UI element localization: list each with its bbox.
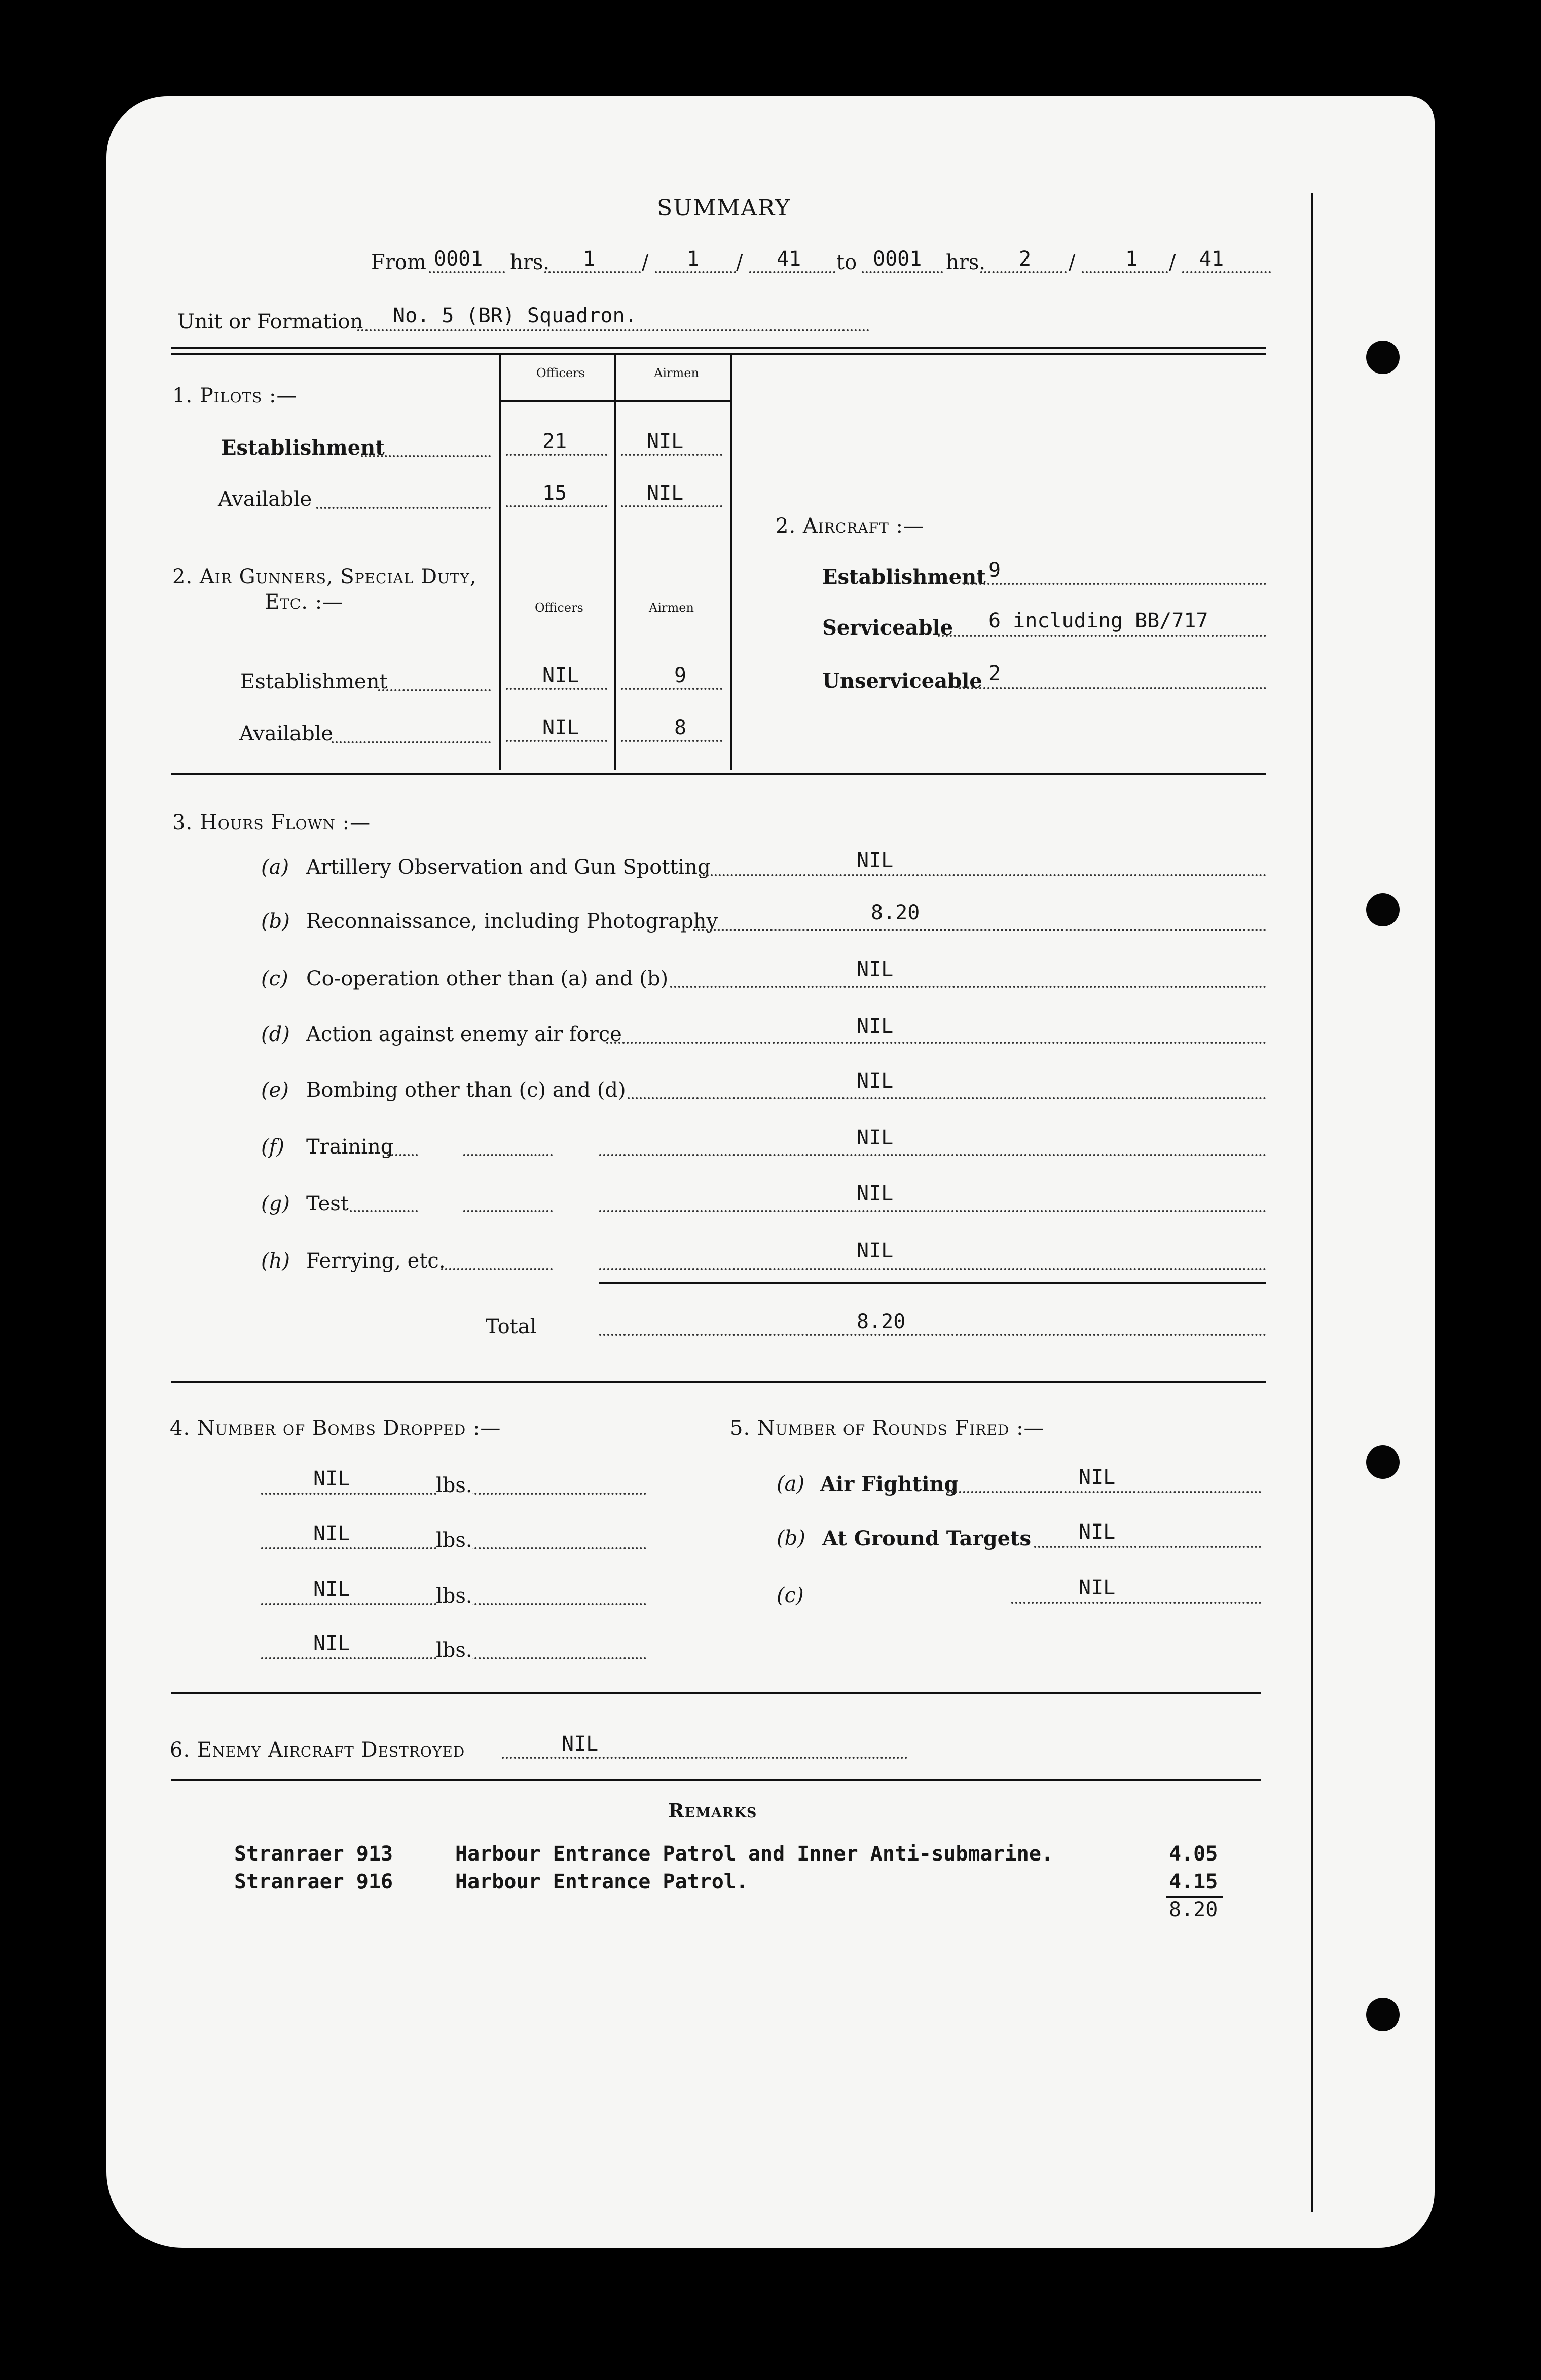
hours-g-value: NIL [857,1182,894,1205]
gunners-establishment-airmen: 9 [674,664,687,687]
enemy-aircraft-label: 6. Enemy Aircraft Destroyed [170,1738,465,1762]
rounds-b-value: NIL [1079,1520,1116,1544]
rounds-c-value: NIL [1079,1576,1116,1600]
bombs-value: NIL [313,1467,350,1491]
to-label: to [836,251,857,274]
enemy-aircraft-value: NIL [562,1732,599,1756]
from-month: 1 [687,247,700,271]
hours-f-label: Training [306,1135,394,1159]
margin-rule [1311,193,1313,2212]
rounds-c-letter: (c) [777,1584,804,1607]
pilots-heading: 1. Pilots :— [172,384,298,407]
aircraft-heading: 2. Aircraft :— [776,514,924,538]
remarks-aircraft: Stranraer 916 [234,1870,393,1893]
hrs-label: hrs. [510,251,550,274]
pilots-col-officers: Officers [536,366,585,380]
bombs-unit: lbs. [436,1639,472,1662]
aircraft-unserviceable-label: Unserviceable [822,669,982,693]
bombs-value: NIL [313,1632,350,1655]
rounds-b-label: At Ground Targets [822,1527,1032,1550]
from-day: 1 [583,247,596,271]
remarks-heading: Remarks [668,1799,757,1822]
hours-d-value: NIL [857,1015,894,1038]
gunners-col-officers: Officers [535,601,583,615]
bombs-unit: lbs. [436,1584,472,1608]
gunners-available-officers: NIL [542,716,579,739]
hours-a-value: NIL [857,849,894,872]
aircraft-serviceable-label: Serviceable [822,616,953,640]
to-day: 2 [1019,247,1032,271]
remarks-description: Harbour Entrance Patrol. [455,1870,748,1893]
hours-b-label: Reconnaissance, including Photography [306,910,718,933]
hours-e-letter: (e) [261,1079,289,1102]
hours-e-label: Bombing other than (c) and (d) [306,1079,626,1102]
from-label: From [371,251,426,274]
hours-f-value: NIL [857,1126,894,1149]
hours-e-value: NIL [857,1069,894,1093]
pilots-available-label: Available [218,488,312,511]
gunners-heading: 2. Air Gunners, Special Duty, [172,565,477,588]
hours-heading: 3. Hours Flown :— [172,811,371,834]
rounds-a-label: Air Fighting [820,1472,959,1496]
hours-h-letter: (h) [261,1249,290,1273]
gunners-col-airmen: Airmen [649,601,694,615]
bombs-unit: lbs. [436,1474,472,1497]
pilots-available-airmen: NIL [647,481,684,505]
hours-total-label: Total [486,1315,537,1338]
gunners-establishment-label: Establishment [240,670,388,693]
gunners-establishment-officers: NIL [542,664,579,687]
hours-b-value: 8.20 [871,901,920,924]
punch-hole [1366,893,1400,926]
pilots-available-officers: 15 [542,481,567,505]
gunners-available-label: Available [239,722,334,746]
hours-total-value: 8.20 [857,1310,906,1333]
punch-hole [1366,341,1400,374]
hours-c-value: NIL [857,958,894,981]
remarks-description: Harbour Entrance Patrol and Inner Anti-submarine. [455,1842,1054,1866]
rounds-a-value: NIL [1079,1466,1116,1489]
hours-b-letter: (b) [261,910,290,933]
gunners-available-airmen: 8 [674,716,687,739]
hours-h-label: Ferrying, etc. [306,1249,446,1273]
remarks-aircraft: Stranraer 913 [234,1842,393,1866]
hours-a-label: Artillery Observation and Gun Spotting [306,856,711,879]
punch-hole [1366,1998,1400,2031]
hours-c-label: Co-operation other than (a) and (b) [306,967,669,990]
rounds-a-letter: (a) [777,1472,805,1496]
bombs-value: NIL [313,1578,350,1601]
hours-d-letter: (d) [261,1023,290,1046]
pilots-establishment-airmen: NIL [647,430,684,453]
bombs-unit: lbs. [436,1529,472,1552]
to-month: 1 [1125,247,1138,271]
pilots-establishment-officers: 21 [542,430,567,453]
remarks-total-hours: 8.20 [1169,1898,1218,1921]
to-time: 0001 [873,247,922,271]
unit-label: Unit or Formation [177,310,363,333]
pilots-col-airmen: Airmen [654,366,699,380]
unit-value: No. 5 (BR) Squadron. [393,304,637,327]
bombs-value: NIL [313,1522,350,1545]
gunners-heading-cont: Etc. :— [265,590,344,614]
from-time: 0001 [434,247,483,271]
aircraft-unserviceable-value: 2 [988,662,1001,685]
rounds-heading: 5. Number of Rounds Fired :— [730,1417,1045,1440]
rounds-b-letter: (b) [777,1527,805,1550]
bombs-heading: 4. Number of Bombs Dropped :— [170,1417,501,1440]
pilots-establishment-label: Establishment [221,436,385,460]
hours-g-letter: (g) [261,1192,290,1215]
hours-h-value: NIL [857,1239,894,1262]
from-year: 41 [777,247,801,271]
aircraft-establishment-label: Establishment [822,565,986,589]
aircraft-establishment-value: 9 [988,559,1001,582]
hours-c-letter: (c) [261,967,288,990]
remarks-hours: 4.15 [1169,1870,1218,1893]
form-title: SUMMARY [657,195,791,221]
remarks-hours: 4.05 [1169,1842,1218,1866]
hours-d-label: Action against enemy air force [306,1023,622,1046]
punch-hole [1366,1445,1400,1479]
summary-form-sheet [106,96,1435,2248]
to-year: 41 [1199,247,1224,271]
aircraft-serviceable-value: 6 including BB/717 [988,609,1208,633]
hours-a-letter: (a) [261,856,289,879]
hours-g-label: Test [306,1192,349,1215]
hours-f-letter: (f) [261,1135,285,1159]
